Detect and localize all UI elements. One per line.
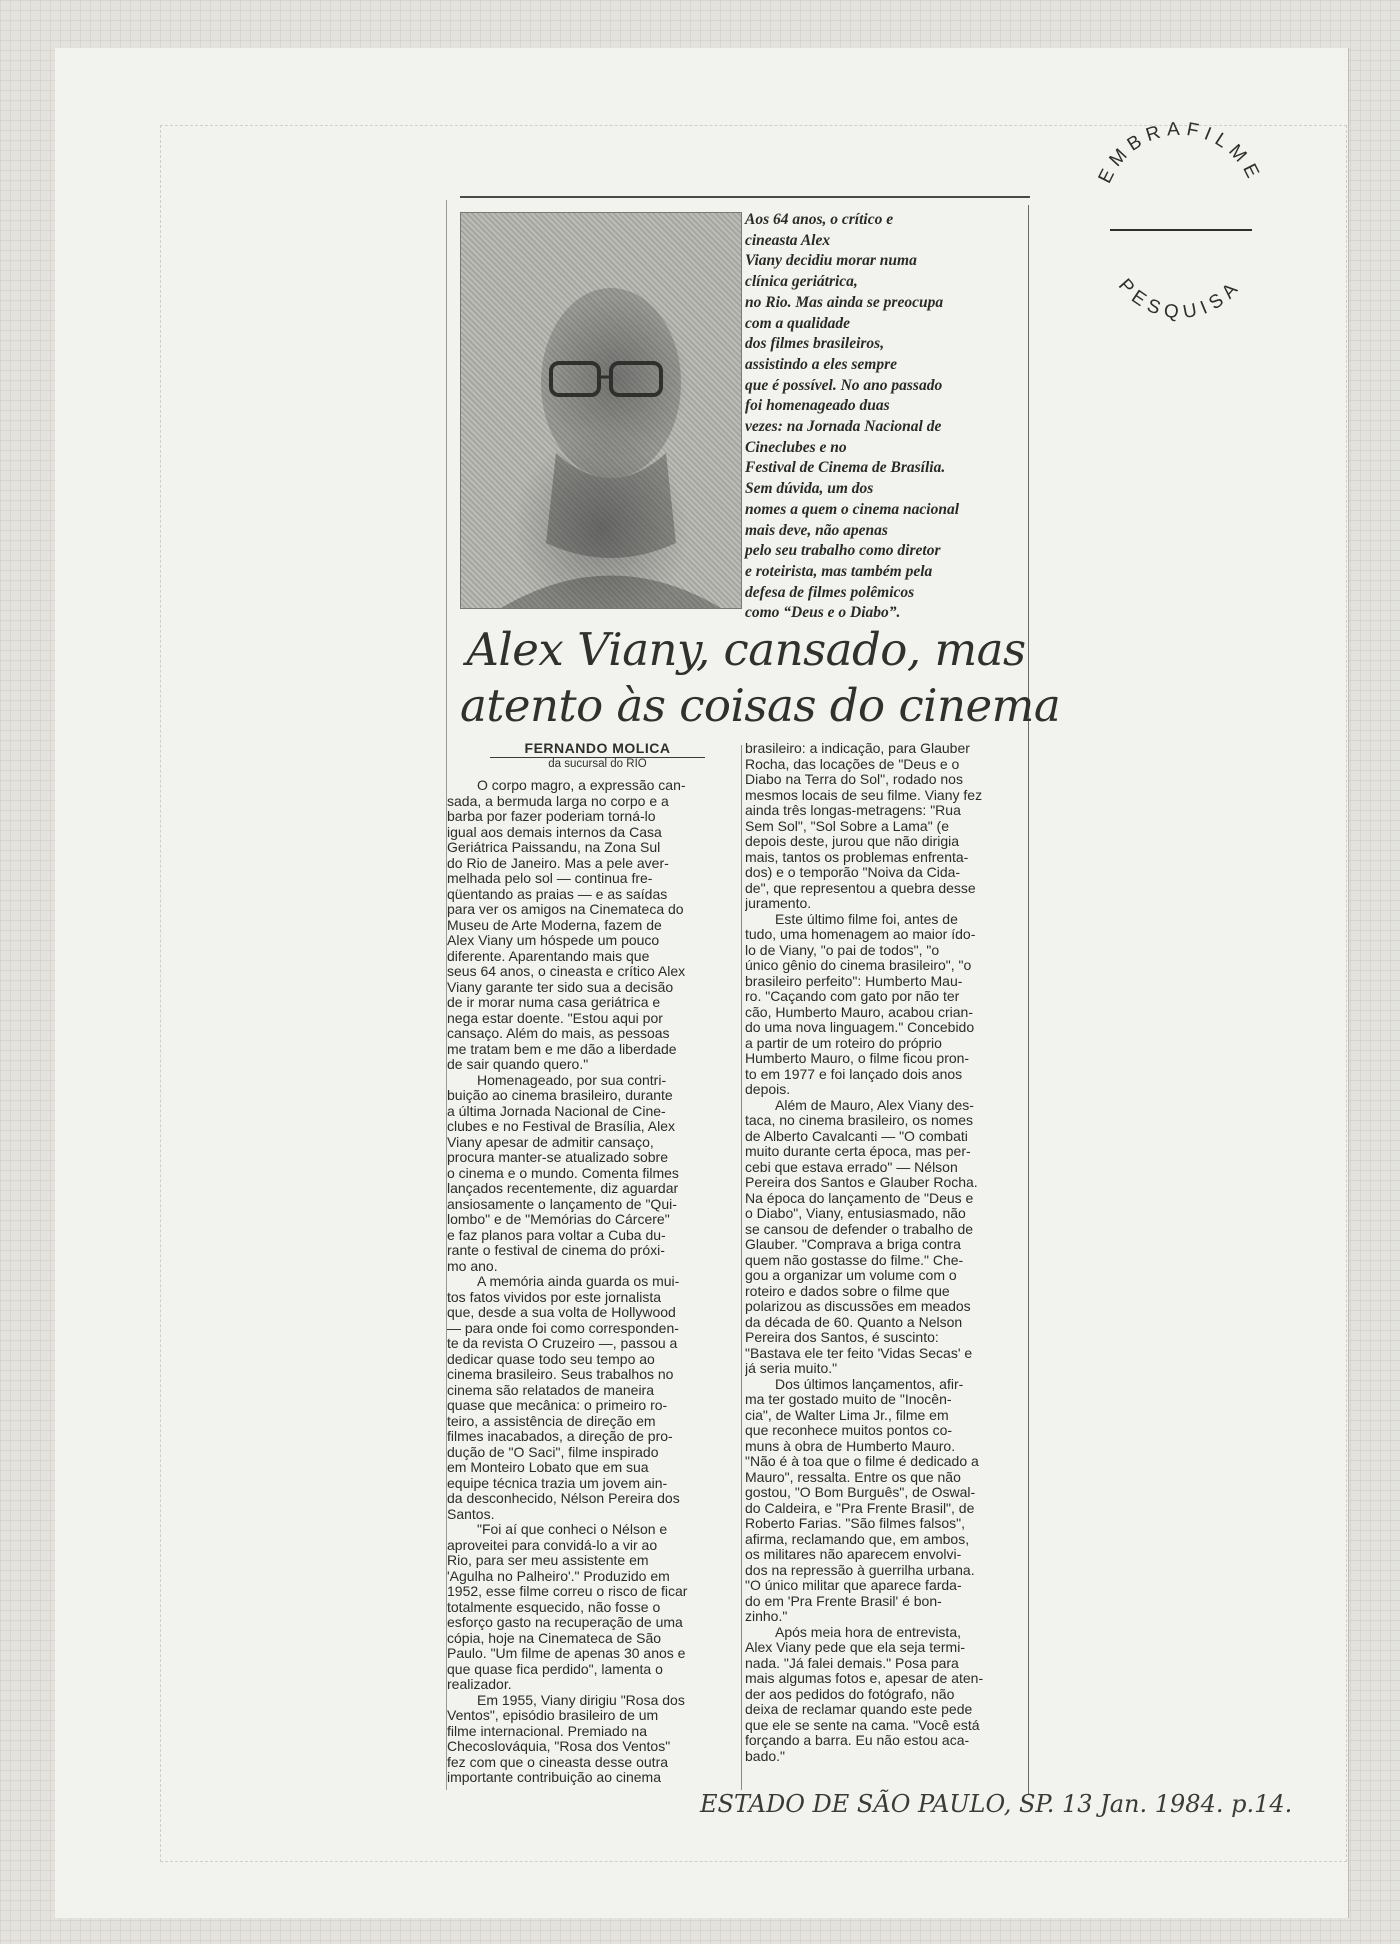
caption-line: assistindo a eles sempre	[745, 355, 897, 373]
article-line: der aos pedidos do fotógrafo, não	[745, 1686, 955, 1702]
article-line: Pereira dos Santos, é suscinto:	[745, 1330, 939, 1345]
caption-line: e roteirista, mas também pela	[745, 562, 933, 580]
article-line: seus 64 anos, o cineasta e crítico Alex	[447, 964, 686, 979]
article-line: de sair quando quero."	[447, 1057, 589, 1072]
article-line: rante o festival de cinema do próxi-	[447, 1243, 665, 1258]
caption-line: mais deve, não apenas	[745, 521, 888, 539]
article-line: cão, Humberto Mauro, acabou crian-	[745, 1004, 973, 1020]
article-line: Humberto Mauro, o filme ficou pron-	[745, 1051, 970, 1066]
article-line: Alex Viany um hóspede um pouco	[447, 933, 660, 948]
caption-line: Aos 64 anos, o crítico e	[745, 211, 894, 228]
embrafilme-pesquisa-stamp	[1085, 120, 1275, 340]
article-line: os militares não aparecem envolvi-	[745, 1547, 962, 1562]
article-line: mo ano.	[447, 1258, 498, 1274]
byline	[490, 740, 705, 770]
caption-line: com a qualidade	[745, 314, 851, 332]
article-line: importante contribuição ao cinema	[447, 1770, 662, 1785]
caption-line: vezes: na Jornada Nacional de	[745, 418, 942, 436]
article-line: O corpo magro, a expressão can-	[477, 778, 686, 793]
article-line: A memória ainda guarda os mui-	[477, 1274, 680, 1289]
handwritten-source-note: ESTADO DE SÃO PAULO, SP. 13 Jan. 1984. p.14.	[700, 1790, 1293, 1818]
caption-line: pelo seu trabalho como diretor	[745, 542, 941, 560]
article-line: tudo, uma homenagem ao maior ído-	[745, 927, 976, 942]
article-line: do uma nova linguagem." Concebido	[745, 1020, 975, 1035]
article-line: ma ter gostado muito de "Inocên-	[745, 1392, 952, 1407]
caption-line: Sem dúvida, um dos	[745, 480, 874, 498]
article-line: de Alberto Cavalcanti — "O combati	[745, 1128, 968, 1144]
article-line: Em 1955, Viany dirigiu "Rosa dos	[477, 1692, 685, 1708]
article-line: tos fatos vividos por este jornalista	[447, 1289, 661, 1305]
article-line: 'Agulha no Palheiro'." Produzido em	[447, 1568, 670, 1584]
article-line: lombo" e de "Memórias do Cárcere"	[447, 1212, 670, 1227]
caption-line: Festival de Cinema de Brasília.	[745, 459, 946, 477]
caption-line: como “Deus e o Diabo”.	[745, 604, 901, 622]
article-line: em Monteiro Lobato que em sua	[447, 1460, 649, 1475]
article-line: dos na repressão à guerrilha urbana.	[745, 1562, 975, 1578]
article-line: Alex Viany pede que ela seja termi-	[745, 1640, 965, 1655]
article-line: Além de Mauro, Alex Viany des-	[775, 1097, 974, 1113]
article-line: brasileiro: a indicação, para Glauber	[745, 741, 970, 756]
article-line: nada. "Já falei demais." Posa para	[745, 1655, 959, 1671]
caption-line: Viany decidiu morar numa	[745, 252, 917, 270]
article-line: cansaço. Além do mais, as pessoas	[447, 1026, 670, 1041]
article-line: o cinema e o mundo. Comenta filmes	[447, 1165, 679, 1181]
article-line: dos) e o temporão "Noiva da Cida-	[745, 865, 961, 880]
article-line: do Rio de Janeiro. Mas a pele aver-	[447, 855, 669, 871]
article-line: Roberto Farias. "São filmes falsos",	[745, 1516, 966, 1531]
article-line: a partir de um roteiro do próprio	[745, 1035, 942, 1051]
headline	[460, 622, 1061, 734]
article-line: Geriátrica Paissandu, na Zona Sul	[447, 840, 661, 855]
article-line: Glauber. "Comprava a briga contra	[745, 1237, 961, 1252]
article-line: a última Jornada Nacional de Cine-	[447, 1103, 666, 1119]
article-line: ro. "Caçando com gato por não ter	[745, 989, 960, 1004]
article-line: mais algumas fotos e, apesar de aten-	[745, 1671, 984, 1686]
article-line: juramento.	[745, 896, 812, 911]
article-line: que reconhece muitos pontos co-	[745, 1423, 953, 1438]
article-line: de ir morar numa casa geriátrica e	[447, 995, 661, 1010]
article-line: para ver os amigos na Cinemateca do	[447, 902, 684, 917]
article-line: Sem Sol", "Sol Sobre a Lama" (e	[745, 818, 950, 834]
article-line: Ventos", episódio brasileiro de um	[447, 1708, 659, 1723]
article-line: Museu de Arte Moderna, fazem de	[447, 917, 662, 933]
article-line: dução de "O Saci", filme inspirado	[447, 1444, 659, 1460]
article-line: Após meia hora de entrevista,	[775, 1624, 961, 1640]
article-line: Viany apesar de admitir cansaço,	[447, 1134, 654, 1150]
article-line: quem não gostasse do filme." Che-	[745, 1252, 964, 1268]
article-line: de", que representou a quebra desse	[745, 880, 976, 896]
article-line: lançados recentemente, diz aguardar	[447, 1181, 679, 1196]
article-line: zinho."	[745, 1609, 788, 1624]
article-line: igual aos demais internos da Casa	[447, 824, 662, 840]
article-line: diferente. Aparentando mais que	[447, 948, 650, 964]
article-line: teiro, a assistência de direção em	[447, 1413, 656, 1429]
article-line: brasileiro perfeito": Humberto Mau-	[745, 973, 963, 989]
article-line: equipe técnica trazia um jovem ain-	[447, 1475, 668, 1491]
article-line: Santos.	[447, 1506, 495, 1522]
caption-line: nomes a quem o cinema nacional	[745, 500, 959, 518]
caption-line: clínica geriátrica,	[745, 273, 858, 291]
article-line: te da revista O Cruzeiro —, passou a	[447, 1336, 678, 1351]
article-line: "Não é à toa que o filme é dedicado a	[745, 1454, 979, 1469]
portrait-photo	[460, 212, 742, 609]
caption-line: foi homenageado duas	[745, 397, 890, 415]
article-line: cinema brasileiro. Seus trabalhos no	[447, 1367, 674, 1382]
article-line: "Bastava ele ter feito 'Vidas Secas' e	[745, 1345, 973, 1361]
article-line: "O único militar que aparece farda-	[745, 1578, 962, 1593]
article-line: da desconhecido, Nélson Pereira dos	[447, 1491, 680, 1506]
stamp-top-text: EMBRAFILME	[1094, 120, 1266, 187]
article-line: que quase fica perdido", lamenta o	[447, 1661, 663, 1677]
article-column-left	[447, 778, 737, 1786]
article-line: afirma, reclamando que, em ambos,	[745, 1531, 970, 1547]
portrait-sketch	[461, 213, 741, 608]
article-line: Pereira dos Santos e Glauber Rocha.	[745, 1175, 978, 1190]
article-line: Diabo na Terra do Sol", rodado nos	[745, 772, 963, 787]
article-line: totalmente esquecido, não fosse o	[447, 1599, 661, 1615]
article-line: cópia, hoje na Cinemateca de São	[447, 1630, 662, 1646]
article-line: fez com que o cineasta desse outra	[447, 1754, 669, 1770]
article-line: muns à obra de Humberto Mauro.	[745, 1438, 956, 1454]
caption-line: Cineclubes e no	[745, 438, 847, 456]
article-line: qüentando as praias — e as saídas	[447, 886, 668, 902]
article-line: 1952, esse filme correu o risco de ficar	[447, 1584, 688, 1599]
article-line: da década de 60. Quanto a Nelson	[745, 1314, 963, 1330]
column-divider	[741, 745, 742, 1790]
article-line: Rio, para ser meu assistente em	[447, 1553, 649, 1568]
caption-line: dos filmes brasileiros,	[745, 335, 885, 353]
article-line: Mauro", ressalta. Entre os que não	[745, 1469, 961, 1485]
article-line: já seria muito."	[745, 1361, 838, 1376]
article-line: ainda três longas-metragens: "Rua	[745, 803, 961, 818]
article-line: me tratam bem e me dão a liberdade	[447, 1041, 677, 1057]
article-line: ansiosamente o lançamento de "Qui-	[447, 1196, 677, 1212]
article-line: roteiro e dados sobre o filme que	[745, 1283, 950, 1299]
article-line: Checoslováquia, "Rosa dos Ventos"	[447, 1739, 671, 1754]
article-line: do Caldeira, e "Pra Frente Brasil", de	[745, 1500, 975, 1516]
article-line: sada, a bermuda larga no corpo e a	[447, 793, 669, 809]
article-line: cinema são relatados de maneira	[447, 1382, 655, 1398]
article-line: Paulo. "Um filme de apenas 30 anos e	[447, 1646, 686, 1661]
article-line: Rocha, das locações de "Deus e o	[745, 756, 960, 772]
article-line: to em 1977 e foi lançado dois anos	[745, 1066, 963, 1082]
article-line: esforço gasto na recuperação de uma	[447, 1615, 683, 1630]
article-line: mesmos locais de seu filme. Viany fez	[745, 787, 983, 803]
article-column-right	[745, 741, 1030, 1764]
article-line: procura manter-se atualizado sobre	[447, 1150, 669, 1165]
article-line: depois deste, jurou que não dirigia	[745, 834, 960, 849]
top-rule	[460, 196, 1030, 198]
article-line: Homenageado, por sua contri-	[477, 1072, 667, 1088]
byline-bureau: da sucursal do RIO	[548, 758, 647, 770]
caption-line: defesa de filmes polêmicos	[745, 583, 915, 601]
byline-author: FERNANDO MOLICA	[490, 740, 705, 758]
article-line: filme internacional. Premiado na	[447, 1723, 647, 1739]
article-line: que ele se sente na cama. "Você está	[745, 1717, 980, 1733]
stamp-bottom-text: PESQUISA	[1113, 274, 1247, 324]
article-line: melhada pelo sol — continua fre-	[447, 871, 653, 886]
article-line: e faz planos para voltar a Cuba du-	[447, 1227, 666, 1243]
caption-line: que é possível. No ano passado	[745, 376, 943, 394]
article-line: que, desde a sua volta de Hollywood	[447, 1305, 676, 1320]
article-line: quase que mecânica: o primeiro ro-	[447, 1398, 668, 1413]
article-line: aproveitei para convidá-lo a vir ao	[447, 1537, 658, 1553]
article-line: gou a organizar um volume com o	[745, 1268, 957, 1283]
article-line: barba por fazer poderiam torná-lo	[447, 809, 656, 824]
article-line: buição ao cinema brasileiro, durante	[447, 1088, 673, 1103]
article-line: Na época do lançamento de "Deus e	[745, 1190, 974, 1206]
headline-line-1: Alex Viany, cansado, mas	[466, 623, 1026, 676]
article-line: Dos últimos lançamentos, afir-	[775, 1376, 964, 1392]
article-line: se cansou de defender o trabalho de	[745, 1221, 974, 1237]
article-line: gostou, "O Bom Burguês", de Oswal-	[745, 1485, 976, 1500]
article-line: dedicar quase todo seu tempo ao	[447, 1351, 655, 1367]
article-line: do em 'Pra Frente Brasil' é bon-	[745, 1593, 942, 1609]
article-line: único gênio do cinema brasileiro", "o	[745, 958, 972, 973]
article-line: depois.	[745, 1082, 791, 1097]
article-line: cia", de Walter Lima Jr., filme em	[745, 1407, 949, 1423]
article-line: Este último filme foi, antes de	[775, 911, 958, 927]
caption-line: cineasta Alex	[745, 231, 831, 249]
photo-caption	[745, 210, 1035, 624]
article-line: deixa de reclamar quando este pede	[745, 1702, 973, 1717]
article-line: mais, tantos os problemas enfrenta-	[745, 849, 969, 865]
article-line: clubes e no Festival de Brasília, Alex	[447, 1119, 676, 1134]
article-line: filmes inacabados, a direção de pro-	[447, 1429, 673, 1444]
headline-line-2: atento às coisas do cinema	[460, 679, 1061, 732]
article-line: bado."	[745, 1748, 786, 1764]
article-line: lo de Viany, "o pai de todos", "o	[745, 942, 940, 958]
article-line: realizador.	[447, 1677, 512, 1692]
article-line: taca, no cinema brasileiro, os nomes	[745, 1113, 973, 1128]
article-line: "Foi aí que conheci o Nélson e	[477, 1522, 668, 1537]
article-line: muito durante certa época, mas per-	[745, 1144, 971, 1159]
article-line: polarizou as discussões em meados	[745, 1299, 971, 1314]
article-line: — para onde foi como corresponden-	[447, 1320, 679, 1336]
article-line: nega estar doente. "Estou aqui por	[447, 1010, 663, 1026]
article-line: forçando a barra. Eu não estou aca-	[745, 1733, 970, 1748]
article-line: o Diabo", Viany, entusiasmado, não	[745, 1206, 966, 1221]
caption-line: no Rio. Mas ainda se preocupa	[745, 293, 944, 311]
article-line: cebi que estava errado" — Nélson	[745, 1159, 958, 1175]
article-line: Viany garante ter sido sua a decisão	[447, 979, 674, 995]
